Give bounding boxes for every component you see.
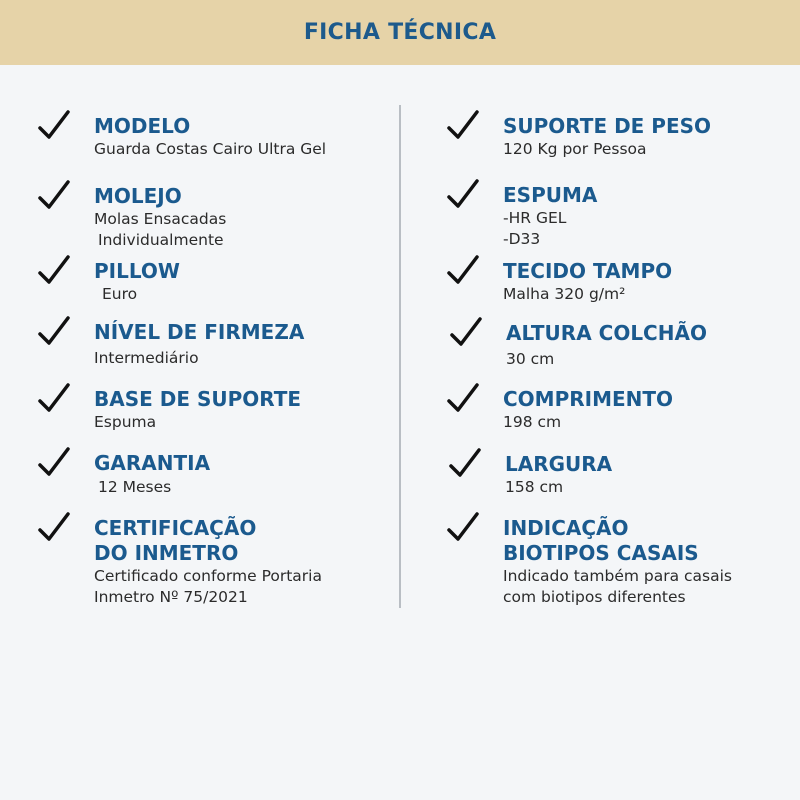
spec-espuma <box>503 183 800 250</box>
spec-title: NÍVEL DE FIRMEZA <box>94 320 305 344</box>
spec-base-suporte <box>94 387 414 433</box>
spec-value: Espuma <box>94 413 157 431</box>
checkmark-icon <box>36 445 72 481</box>
spec-value: com biotipos diferentes <box>503 588 686 606</box>
spec-value: Indicado também para casais <box>503 567 732 585</box>
checkmark-icon <box>445 108 481 144</box>
spec-value: Inmetro Nº 75/2021 <box>94 588 248 606</box>
spec-value: 120 Kg por Pessoa <box>503 140 647 158</box>
spec-title: LARGURA <box>505 452 613 476</box>
checkmark-icon <box>36 178 72 214</box>
checkmark-icon <box>445 381 481 417</box>
spec-value: Individualmente <box>98 231 224 249</box>
checkmark-icon <box>36 314 72 350</box>
spec-tecido-tampo <box>503 259 800 305</box>
checkmark-icon <box>36 510 72 546</box>
checkmark-icon <box>447 446 483 482</box>
spec-title: MOLEJO <box>94 184 182 208</box>
checkmark-icon <box>445 177 481 213</box>
spec-title: PILLOW <box>94 259 180 283</box>
spec-pillow <box>94 259 414 305</box>
spec-title: MODELO <box>94 114 191 138</box>
spec-value: Malha 320 g/m² <box>503 285 626 303</box>
spec-nivel-firmeza <box>94 320 414 369</box>
checkmark-icon <box>36 108 72 144</box>
spec-title: ALTURA COLCHÃO <box>506 321 707 345</box>
spec-title: BIOTIPOS CASAIS <box>503 541 699 565</box>
spec-certificacao <box>94 516 414 608</box>
spec-title: TECIDO TAMPO <box>503 259 673 283</box>
spec-value: 12 Meses <box>98 478 172 496</box>
spec-value: Euro <box>102 285 138 303</box>
spec-altura-colchao <box>506 321 800 370</box>
spec-modelo <box>94 114 414 160</box>
spec-value: Molas Ensacadas <box>94 210 227 228</box>
checkmark-icon <box>36 381 72 417</box>
spec-garantia <box>94 451 414 498</box>
spec-title: DO INMETRO <box>94 541 239 565</box>
spec-title: COMPRIMENTO <box>503 387 674 411</box>
spec-title: BASE DE SUPORTE <box>94 387 302 411</box>
spec-title: SUPORTE DE PESO <box>503 114 712 138</box>
spec-indicacao <box>503 516 800 608</box>
spec-title: INDICAÇÃO <box>503 516 629 540</box>
spec-value: -HR GEL <box>503 209 567 227</box>
checkmark-icon <box>445 510 481 546</box>
checkmark-icon <box>36 253 72 289</box>
spec-value: Guarda Costas Cairo Ultra Gel <box>94 140 327 158</box>
spec-molejo <box>94 184 414 251</box>
spec-value: Certificado conforme Portaria <box>94 567 322 585</box>
checkmark-icon <box>445 253 481 289</box>
checkmark-icon <box>448 315 484 351</box>
page-title: FICHA TÉCNICA <box>303 20 497 45</box>
spec-title: CERTIFICAÇÃO <box>94 516 257 540</box>
spec-value: Intermediário <box>94 349 199 367</box>
spec-value: 198 cm <box>503 413 562 431</box>
spec-title: ESPUMA <box>503 183 598 207</box>
spec-title: GARANTIA <box>94 451 211 475</box>
spec-value: 30 cm <box>506 350 555 368</box>
spec-comprimento <box>503 387 800 433</box>
spec-value: -D33 <box>503 230 541 248</box>
spec-largura <box>505 452 800 498</box>
spec-value: 158 cm <box>505 478 564 496</box>
spec-suporte-peso <box>503 114 800 160</box>
header-bar <box>0 0 800 65</box>
